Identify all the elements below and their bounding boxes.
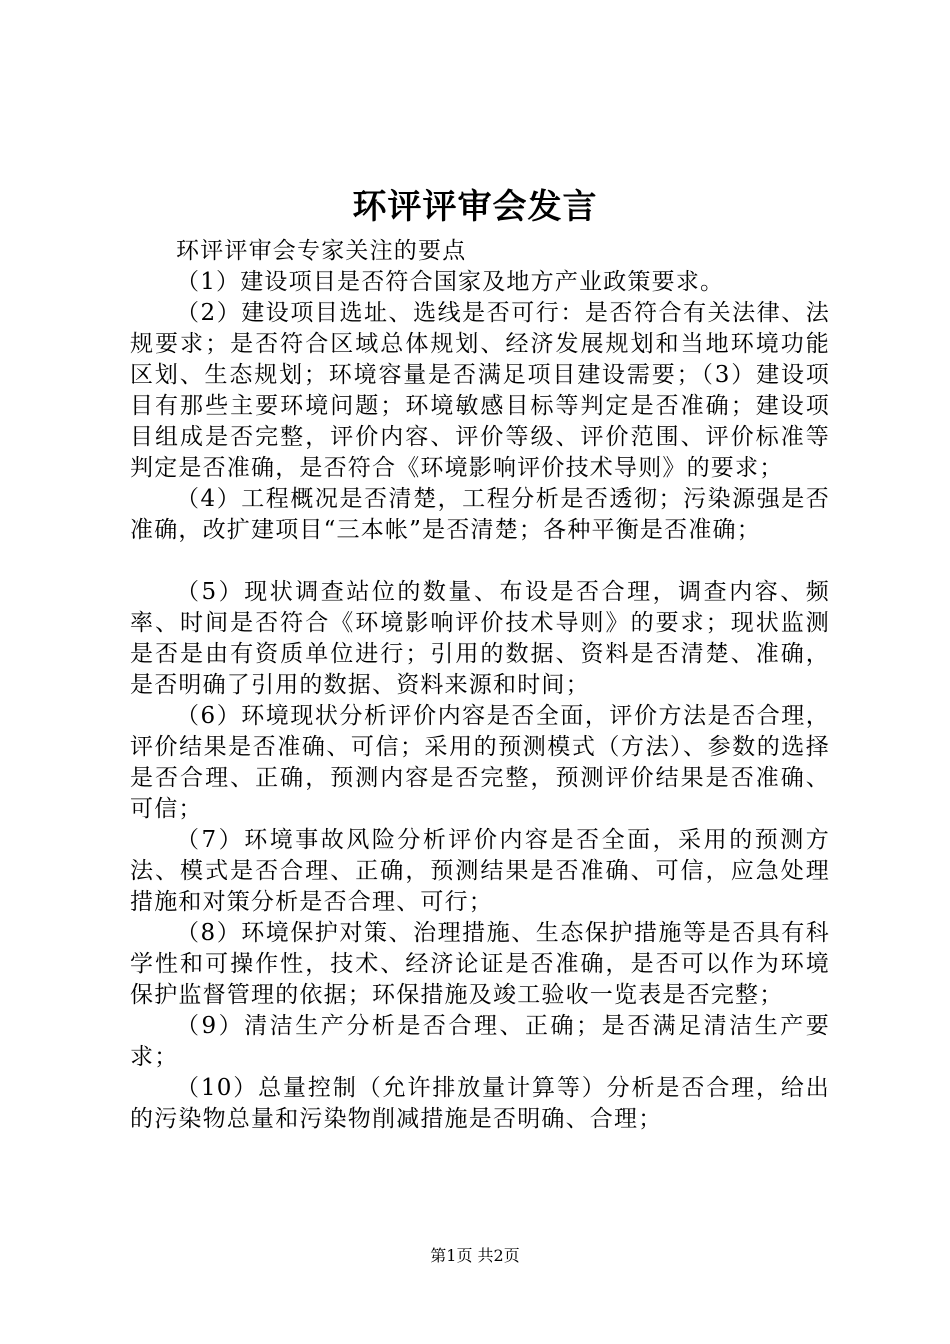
paragraph-7: （8）环境保护对策、治理措施、生态保护措施等是否具有科学性和可操作性，技术、经济论证是否准确，是否可以作为环境保护监督管理的依据；环保措施及竣工验收一览表是否完整； [130,920,830,1008]
paragraph-4: （5）现状调查站位的数量、布设是否合理，调查内容、频率、时间是否符合《环境影响评价技术导则》的要求；现状监测是否是由有资质单位进行；引用的数据、资料是否清楚、准确，是否明确了引用的数据、资料来源和时间； [130,579,830,698]
document-body [130,236,830,1135]
page-footer: 第1页 共2页 [430,1246,520,1265]
paragraph-2: （2）建设项目选址、选线是否可行：是否符合有关法律、法规要求；是否符合区域总体规划、经济发展规划和当地环境功能区划、生态规划；环境容量是否满足项目建设需要；（3）建设项目有那些主要环境问题；环境敏感目标等判定是否准确；建设项目组成是否完整，评价内容、评价等级、评价范围、评价标准等判定是否准确，是否符合《环境影响评价技术导则》的要求； [130,300,830,481]
paragraph-3: （4）工程概况是否清楚，工程分析是否透彻；污染源强是否准确，改扩建项目“三本帐”是否清楚；各种平衡是否准确； [130,486,830,543]
paragraph-1: （1）建设项目是否符合国家及地方产业政策要求。 [176,269,725,295]
paragraph-8: （9）清洁生产分析是否合理、正确；是否满足清洁生产要求； [130,1013,830,1070]
paragraph-5: （6）环境现状分析评价内容是否全面，评价方法是否合理，评价结果是否准确、可信；采用的预测模式（方法）、参数的选择是否合理、正确，预测内容是否完整，预测评价结果是否准确、可信； [130,703,830,822]
paragraph-9: （10）总量控制（允许排放量计算等）分析是否合理，给出的污染物总量和污染物削减措施是否明确、合理； [130,1075,830,1132]
page-title: 环评评审会发言 [352,187,598,227]
paragraph-6: （7）环境事故风险分析评价内容是否全面，采用的预测方法、模式是否合理、正确，预测结果是否准确、可信，应急处理措施和对策分析是否合理、可行； [130,827,830,915]
section-heading: 环评评审会专家关注的要点 [176,238,467,264]
